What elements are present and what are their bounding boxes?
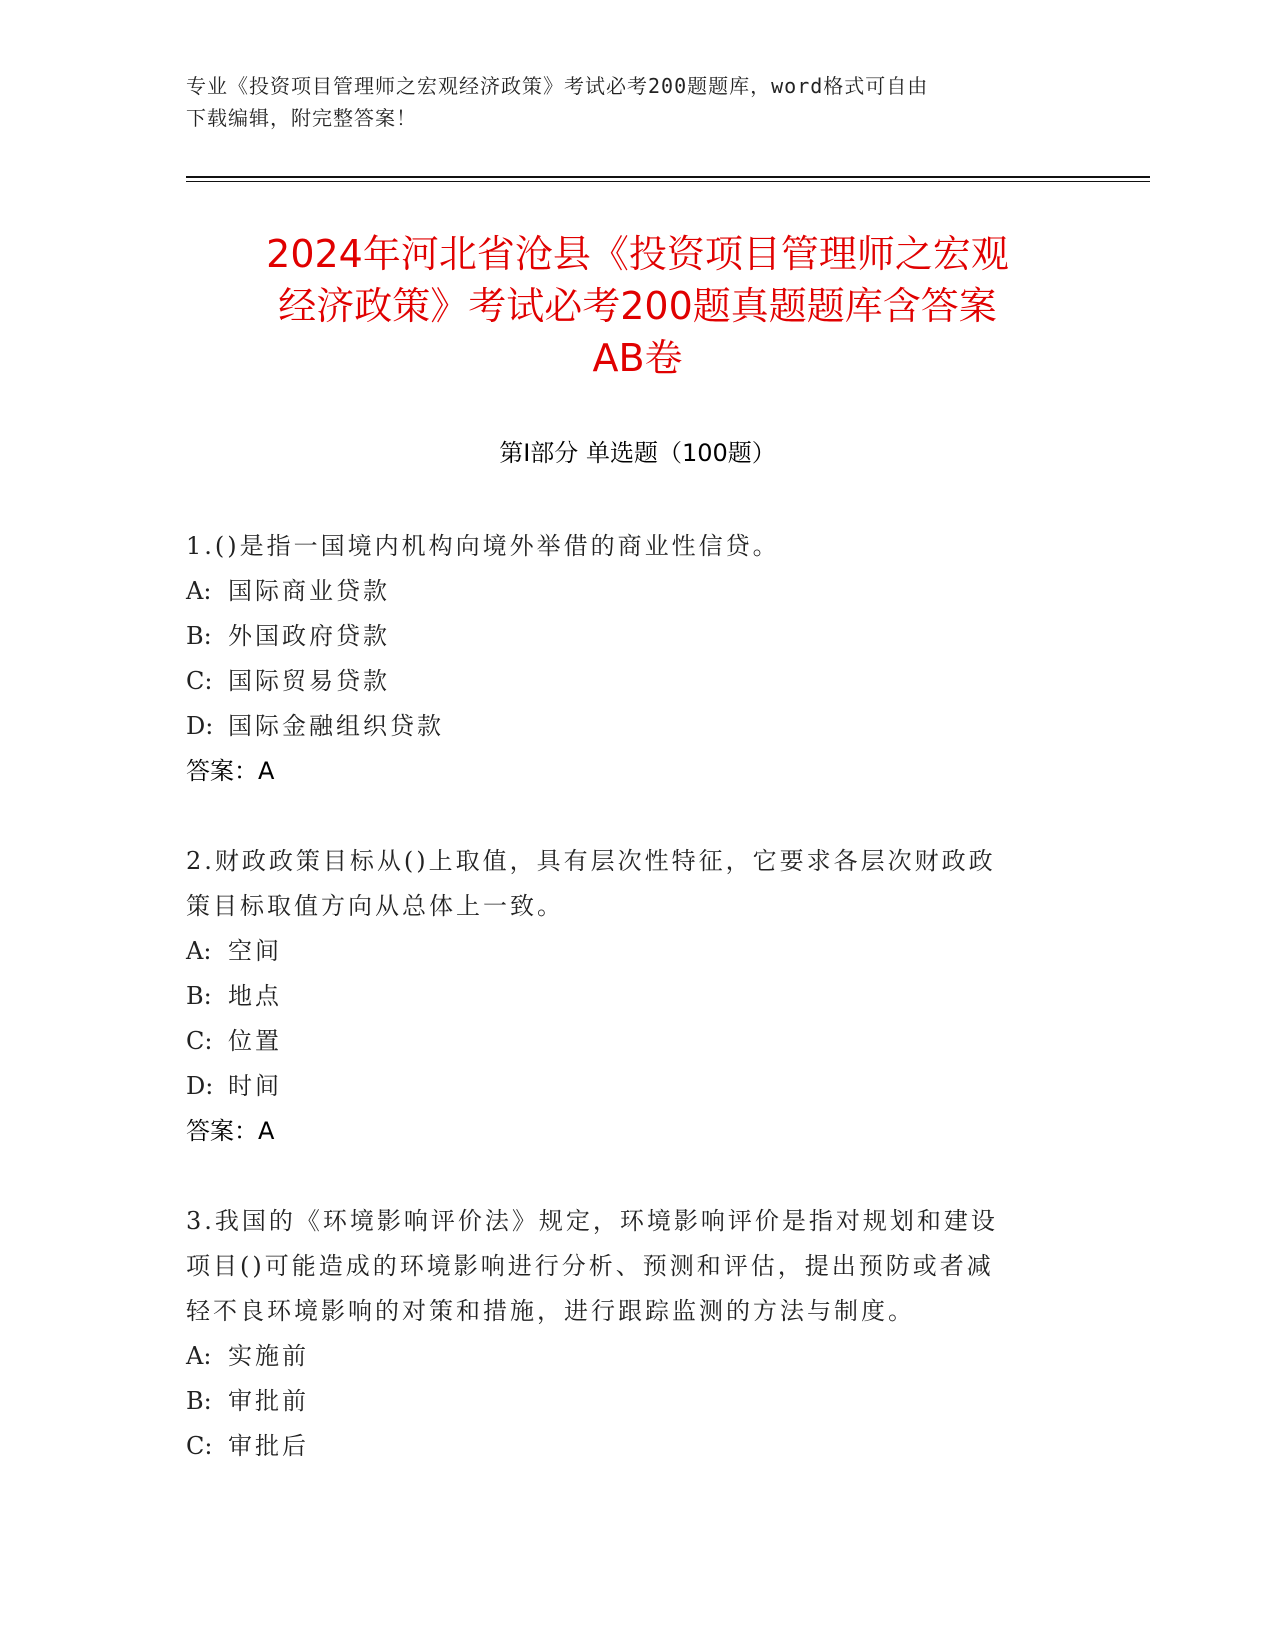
option-letter: A:	[186, 937, 212, 965]
document-title	[140, 228, 1135, 384]
option-letter: B:	[186, 622, 212, 650]
question-option	[186, 974, 1066, 1019]
question-option	[186, 1019, 1066, 1064]
question-option	[186, 569, 1066, 614]
question-list	[186, 524, 1066, 1514]
option-letter: A:	[186, 577, 212, 605]
option-letter: A:	[186, 1342, 212, 1370]
question-stem-line: 2.财政政策目标从()上取值，具有层次性特征，它要求各层次财政政	[186, 847, 996, 875]
question-stem-line: 项目()可能造成的环境影响进行分析、预测和评估，提出预防或者减	[186, 1252, 994, 1280]
option-letter: C:	[186, 1027, 213, 1055]
document-title-line-1: 2024年河北省沧县《投资项目管理师之宏观	[266, 232, 1009, 276]
question-option	[186, 1379, 1066, 1424]
document-title-line-2: 经济政策》考试必考200题真题题库含答案	[278, 284, 997, 328]
question-block	[186, 524, 1066, 794]
header-divider-thick	[186, 176, 1150, 178]
question-option	[186, 704, 1066, 749]
option-text: 空间	[228, 937, 282, 965]
option-text: 审批后	[228, 1432, 309, 1460]
option-letter: D:	[186, 1072, 214, 1100]
header-note-line-2: 下载编辑，附完整答案！	[186, 106, 417, 130]
section-title: 第I部分 单选题（100题）	[499, 439, 776, 467]
question-block	[186, 839, 1066, 1154]
header-note-line-1: 专业《投资项目管理师之宏观经济政策》考试必考200题题库，word格式可自由	[186, 74, 929, 98]
option-text: 国际贸易贷款	[228, 667, 390, 695]
question-stem-line: 策目标取值方向从总体上一致。	[186, 892, 564, 920]
option-text: 地点	[228, 982, 282, 1010]
question-option	[186, 929, 1066, 974]
option-text: 实施前	[228, 1342, 309, 1370]
question-option	[186, 1064, 1066, 1109]
option-letter: C:	[186, 667, 213, 695]
answer-label: 答案：A	[186, 757, 275, 785]
option-letter: D:	[186, 712, 214, 740]
question-stem-line: 3.我国的《环境影响评价法》规定，环境影响评价是指对规划和建设	[186, 1207, 998, 1235]
header-note	[186, 70, 1086, 134]
option-text: 位置	[228, 1027, 282, 1055]
option-text: 国际金融组织贷款	[228, 712, 444, 740]
question-stem-line: 1.()是指一国境内机构向境外举借的商业性信贷。	[186, 532, 780, 560]
question-option	[186, 1424, 1066, 1469]
option-text: 时间	[228, 1072, 282, 1100]
option-letter: B:	[186, 982, 212, 1010]
question-block	[186, 1199, 1066, 1469]
header-divider-thin	[186, 181, 1150, 182]
option-text: 审批前	[228, 1387, 309, 1415]
document-title-line-3: AB卷	[592, 336, 683, 380]
option-text: 国际商业贷款	[228, 577, 390, 605]
answer-label: 答案：A	[186, 1117, 275, 1145]
question-option	[186, 1334, 1066, 1379]
option-letter: B:	[186, 1387, 212, 1415]
question-option	[186, 659, 1066, 704]
question-stem-line: 轻不良环境影响的对策和措施，进行跟踪监测的方法与制度。	[186, 1297, 915, 1325]
option-letter: C:	[186, 1432, 213, 1460]
question-option	[186, 614, 1066, 659]
option-text: 外国政府贷款	[228, 622, 390, 650]
